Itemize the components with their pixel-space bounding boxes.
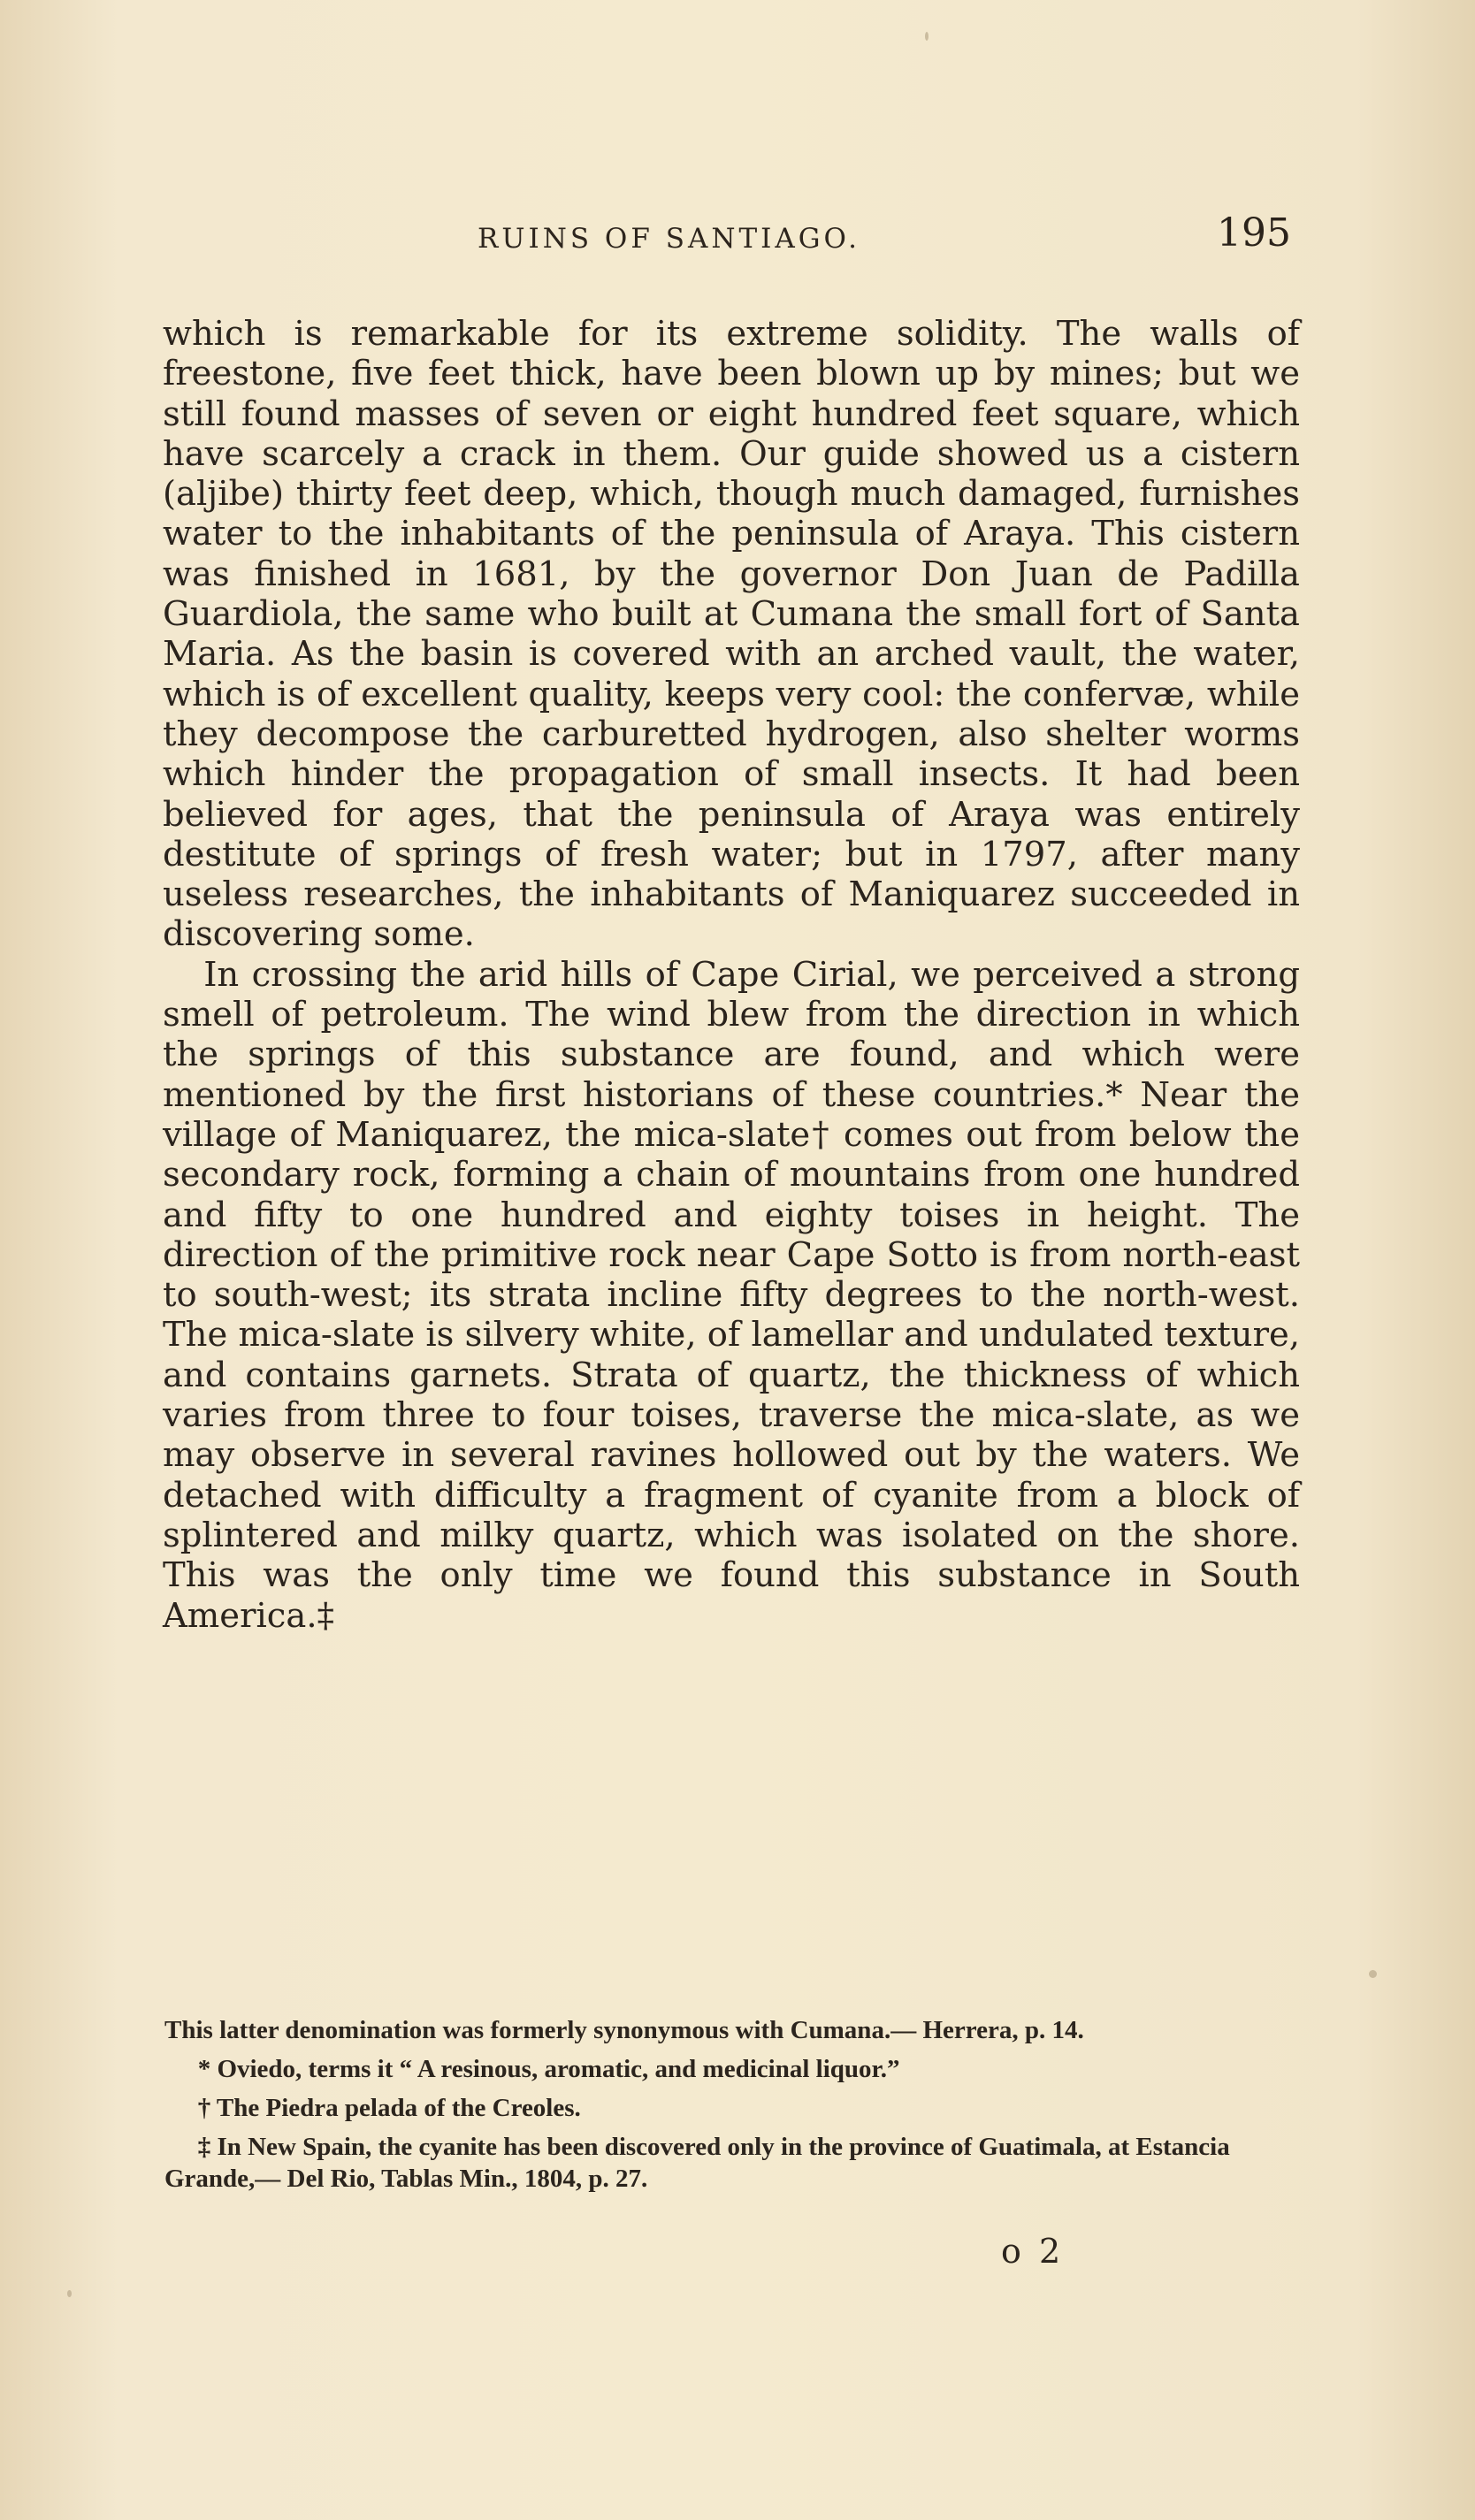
footnote-continued: This latter denomination was formerly synonymous with Cumana.— Herrera, p. 14. [164, 2016, 1084, 2044]
paragraph-1: which is remarkable for its extreme solidity. The walls of freestone, five feet thick, have been blown up by mines; but we still found masses of seven or eight hundred feet square, which have scarcely a crack in them. Our guide showed us a cistern (aljibe) thirty feet deep, which, though much damaged, furnishes water to the inhabitants of the peninsula of Araya. This cistern was finished in 1681, by the governor Don Juan de Padilla Guardiola, the same who built at Cumana the small fort of Santa Maria. As the basin is covered with an arched vault, the water, which is of excellent quality, keeps very cool: the confervæ, while they decompose the carburetted hydrogen, also shelter worms which hinder the propagation of small insects. It had been believed for ages, that the peninsula of Araya was entirely destitute of springs of fresh water; but in 1797, after many useless researches, the inhabitants of Maniquarez succeeded in discovering some. [163, 314, 1300, 955]
page-number: 195 [1217, 210, 1291, 256]
footnote-asterisk: * Oviedo, terms it “ A resinous, aromatic, and medicinal liquor.” [197, 2055, 900, 2083]
paper-speck [1369, 1970, 1377, 1978]
running-title: RUINS OF SANTIAGO. [478, 223, 860, 255]
paper-speck [67, 2290, 72, 2297]
footnote-double-dagger: ‡ In New Spain, the cyanite has been discovered only in the province of Guatimala, at Estancia Grande,— Del Rio, Tablas Min., 1804, p. 27. [164, 2133, 1230, 2193]
body-text [163, 314, 1300, 1636]
paper-speck [925, 32, 929, 41]
signature-mark: o 2 [1001, 2232, 1065, 2271]
footnotes [164, 2014, 1296, 2202]
paragraph-2: In crossing the arid hills of Cape Cirial, we perceived a strong smell of petroleum. The wind blew from the direction in which the springs of this substance are found, and which were mentioned by the first historians of these countries.* Near the village of Maniquarez, the mica-slate† comes out from below the secondary rock, forming a chain of mountains from one hundred and fifty to one hundred and eighty toises in height. The direction of the primitive rock near Cape Sotto is from north-east to south-west; its strata incline fifty degrees to the north-west. The mica-slate is silvery white, of lamellar and undulated texture, and contains garnets. Strata of quartz, the thickness of which varies from three to four toises, traverse the mica-slate, as we may observe in several ravines hollowed out by the waters. We detached with difficulty a fragment of cyanite from a block of splintered and milky quartz, which was isolated on the shore. This was the only time we found this substance in South America.‡ [163, 954, 1300, 1636]
page-header [0, 210, 1475, 263]
footnote-dagger: † The Piedra pelada of the Creoles. [197, 2094, 581, 2122]
